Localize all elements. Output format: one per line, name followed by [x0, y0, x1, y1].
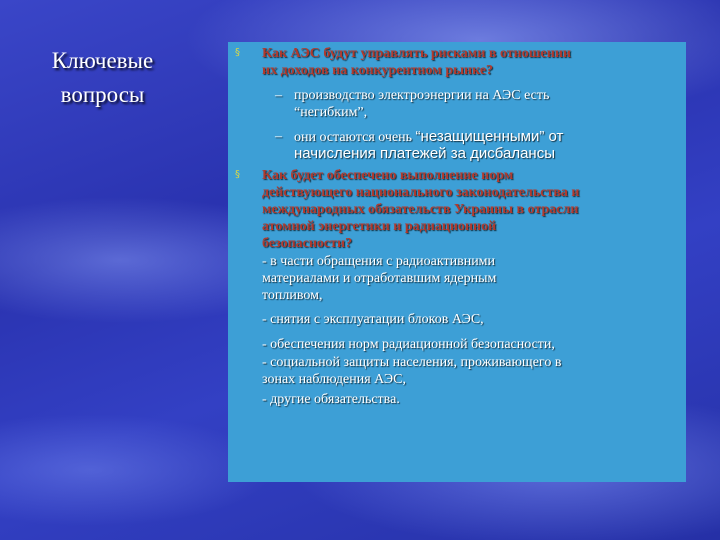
sub-point-2-emphasis: “незащищенными” от [415, 128, 564, 145]
question-2-line-5: безопасности? [262, 236, 353, 251]
sub-point-1-line-1: производство электроэнергии на АЭС есть [294, 88, 550, 103]
dash-icon: – [275, 129, 282, 144]
content-panel [228, 42, 686, 482]
slide-title-line-2: вопросы [60, 82, 145, 107]
sub-point-2-line-1 [294, 128, 563, 146]
answer-line-2: материалами и отработавшим ядерным [262, 271, 497, 286]
answer-line-3: топливом, [262, 288, 323, 303]
question-1-line-1: Как АЭС будут управлять рисками в отношении [262, 46, 571, 61]
bullet-icon: § [235, 169, 240, 180]
sub-point-2-line-2: начисления платежей за дисбалансы [294, 145, 555, 162]
bullet-icon: § [235, 47, 240, 58]
dash-icon: – [275, 88, 282, 103]
question-2-line-2: действующего национального законодательства и [262, 185, 580, 200]
sub-point-1-line-2: “негибким”, [294, 105, 368, 120]
question-1-line-2: их доходов на конкурентном рынке? [262, 63, 494, 78]
answer-line-6: - социальной защиты населения, проживающего в [262, 355, 562, 370]
question-2-line-3: международных обязательств Украины в отрасли [262, 202, 579, 217]
slide-title [30, 44, 175, 112]
answer-line-5: - обеспечения норм радиационной безопасности, [262, 337, 555, 352]
answer-line-1: - в части обращения с радиоактивними [262, 254, 496, 269]
answer-line-8: - другие обязательства. [262, 392, 400, 407]
answer-line-4: - снятия с эксплуатации блоков АЭС, [262, 312, 484, 327]
question-2-line-1: Как будет обеспечено выполнение норм [262, 168, 514, 183]
sub-point-2-text: они остаются очень [294, 130, 416, 145]
answer-line-7: зонах наблюдения АЭС, [262, 372, 406, 387]
slide-title-line-1: Ключевые [51, 48, 154, 73]
question-2-line-4: атомной энергетики и радиационной [262, 219, 497, 234]
